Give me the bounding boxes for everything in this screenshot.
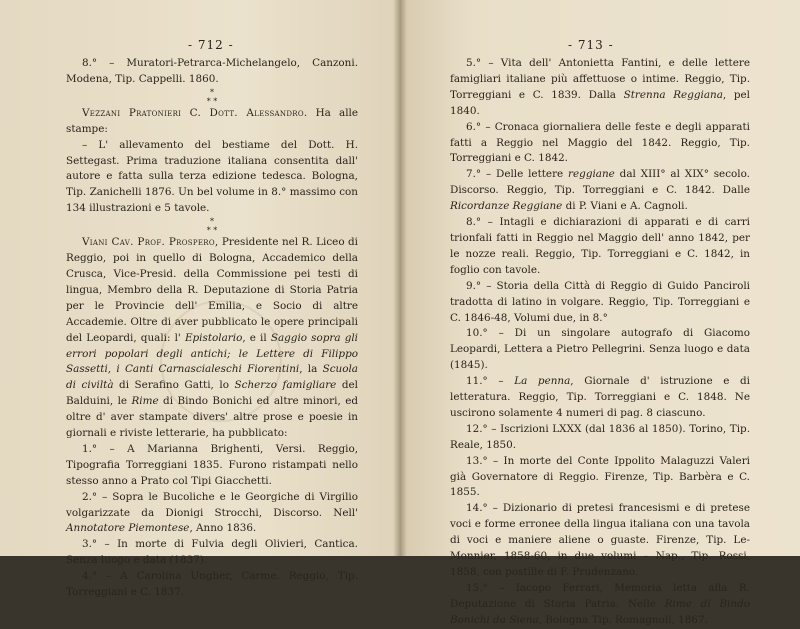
book-gutter [393, 0, 407, 556]
section-separator: * * * [206, 87, 218, 106]
bibliography-entry: 8.° – Muratori-Petrarca-Michelangelo, Canzoni. Modena, Tip. Cappelli. 1860. [66, 57, 358, 85]
bibliography-entry: 10.° – Di un singolare autografo di Giacomo Leopardi, Lettera a Pietro Pellegrini. Senza luogo e data (1845). [450, 327, 750, 372]
author-entry-vezzani: Vezzani Pratonieri C. Dott. Alessandro. Ha alle stampe: [66, 106, 358, 135]
author-name: Vezzani Pratonieri C. Dott. Alessandro. [82, 106, 308, 119]
bibliography-entry: 7.° – Delle lettere reggiane dal XIII° al XIX° secolo. Discorso. Reggio, Tip. Torreggiani e C. 1842. Dalle Ricordanze Reggiane di P. Viani e A. Cagnoli. [450, 168, 750, 213]
bibliography-entry: 3.° – In morte di Fulvia degli Olivieri, Cantica. Senza luogo e data (1837). [66, 538, 358, 567]
bibliography-entry: – L' allevamento del bestiame del Dott. H. Settegast. Prima traduzione italiana consentita dall' autore e fatta sulla terza edizione tedesca. Bologna, Tip. Zanichelli 1876. Un bel volume in 8.° massimo con 134 illustrazioni e 5 tavole. [66, 138, 358, 215]
bibliography-entry: 6.° – Cronaca giornaliera delle feste e degli apparati fatti a Reggio nel Maggio del 1842. Reggio, Tip. Torreggiani e C. 1842. [450, 120, 750, 165]
bibliography-entry: 14.° – Dizionario di pretesi francesismi e di pretese voci e forme erronee della lingua italiana con una tavola di voci e maniere aliene o guaste. Firenze, Tip. Le-Monnier, 1858-60, in due volumi – Nap., Tip. Rossi, 1858, con postille di F. Prudenzano. [450, 502, 750, 578]
bibliography-entry: 8.° – Intagli e dichiarazioni di apparati e di carri trionfali fatti in Reggio nel Maggio dell' anno 1842, per le nozze reali. Reggio, Tip. Torreggiani e C. 1842, in foglio con tavole. [450, 216, 750, 276]
author-entry-viani: Viani Cav. Prof. Prospero, Presidente nel R. Liceo di Reggio, poi in quello di Bologna, Accademico della Crusca, Vice-Presid. della Commissione pei testi di lingua, Membro della R. Deputazione di Storia Patria per le Provincie dell' Emilia, e Socio di altre Accademie. Oltre di aver pubblicato le opere principali del Leopardi, quali: l' Epistolario, e il Saggio sopra gli errori popolari degli antichi; le Lettere di Filippo Sassetti, i Canti Carnascialeschi Fiorentini, la Scuola di civiltà di Serafino Gatti, lo Scherzo famigliare del Balduini, le Rime di Bindo Bonichi ed altre minori, ed oltre d' aver stampate divers' altre prose e poesie in giornali e riviste letterarie, ha pubblicato: [66, 236, 359, 440]
bibliography-entry: 15.° – Iacopo Ferrari, Memoria letta alla R. Deputazione di Storia Patria. Nelle Rime di Bindo Bonichi da Siena, Bologna Tip. Romagnoli, 1867. [450, 581, 750, 626]
bibliography-entry: 12.° – Iscrizioni LXXX (dal 1836 al 1850). Torino, Tip. Reale, 1850. [450, 422, 750, 451]
right-page-text [450, 56, 750, 629]
bibliography-entry: 4.° – A Carolina Ungher, Carme. Reggio, Tip. Torreggiani e C. 1837. [66, 570, 358, 599]
bibliography-entry: 2.° – Sopra le Bucoliche e le Georgiche di Virgilio volgarizzate da Dionigi Strocchi, Discorso. Nell' Annotatore Piemontese, Anno 1836. [66, 490, 358, 535]
bibliography-entry: 1.° – A Marianna Brighenti, Versi. Reggio, Tipografia Torreggiani 1835. Furono ristampati nello stesso anno a Prato col Tipi Giacchetti. [66, 442, 358, 487]
right-page [400, 0, 800, 626]
left-page [0, 0, 400, 599]
author-name: Viani Cav. Prof. Prospero, [82, 236, 219, 249]
bibliography-entry: 9.° – Storia della Città di Reggio di Guido Panciroli tradotta di latino in volgare. Reggio, Tip. Torreggiani e C. 1846-48, Volumi due, in 8.° [450, 279, 750, 324]
section-separator: * * * [206, 217, 218, 236]
page-number: - 712 - [188, 38, 234, 52]
bibliography-entry: 5.° – Vita dell' Antonietta Fantini, e delle lettere famigliari italiane più affettuose o intime. Reggio, Tip. Torreggiani e C. 1839. Dalla Strenna Reggiana, pel 1840. [450, 57, 750, 117]
bibliography-entry: 11.° – La penna, Giornale d' istruzione e di letteratura. Reggio, Tip. Torreggiani e C. 1848. Ne uscirono solamente 4 numeri di pag. 8 ciascuno. [450, 375, 750, 419]
bibliography-entry: 13.° – In morte del Conte Ippolito Malaguzzi Valeri già Governatore di Reggio. Firenze, Tip. Barbèra e C. 1855. [450, 454, 750, 499]
left-page-text [66, 56, 358, 601]
page-number: - 713 - [568, 38, 614, 52]
